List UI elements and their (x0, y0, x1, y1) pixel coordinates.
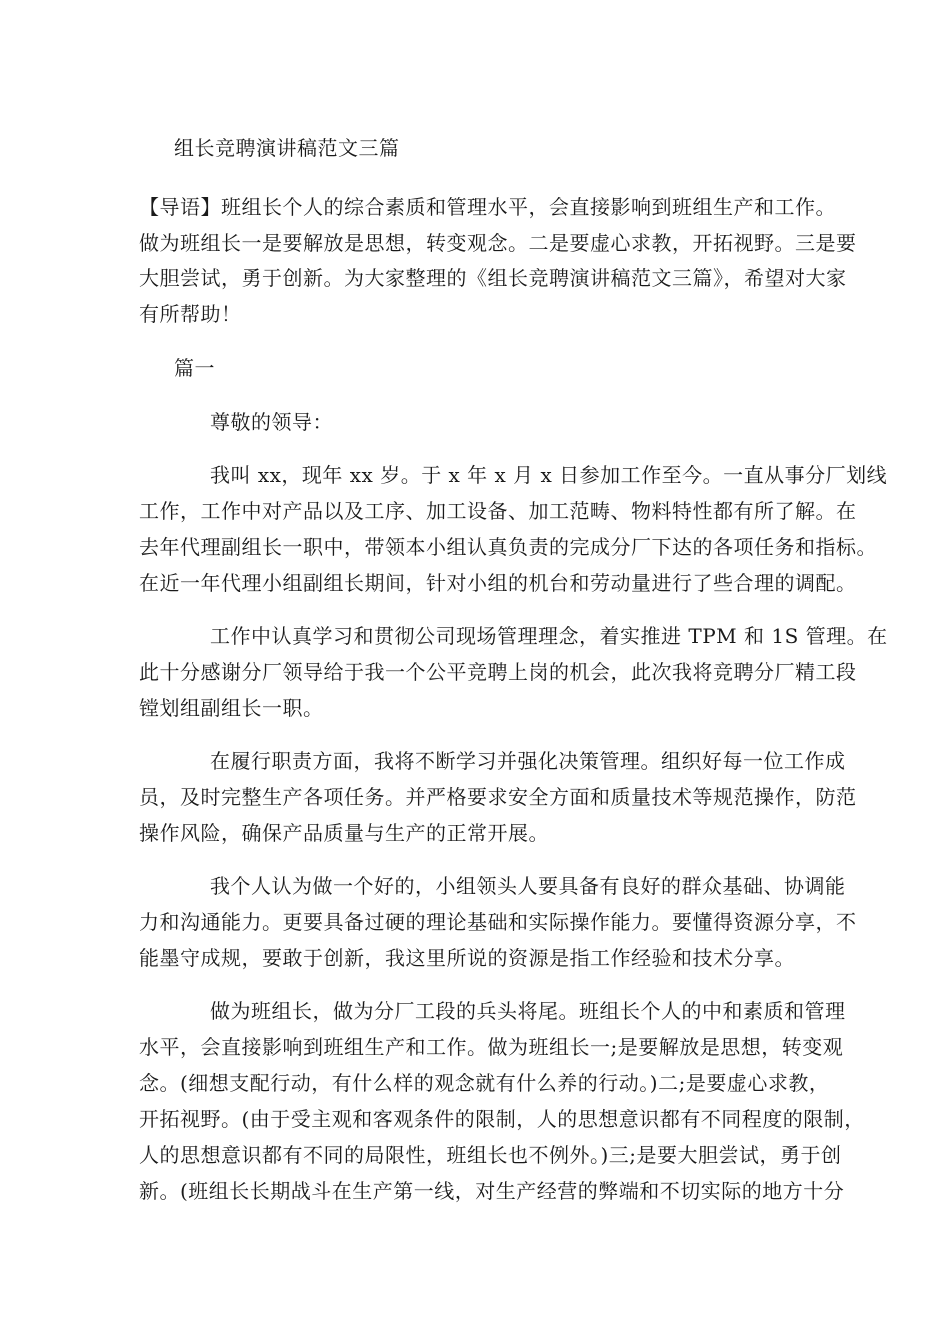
paragraph-line: 操作风险，确保产品质量与生产的正常开展。 (139, 821, 549, 845)
intro-line: 【导语】班组长个人的综合素质和管理水平，会直接影响到班组生产和工作。 (139, 195, 836, 219)
paragraph-line: 开拓视野。(由于受主观和客观条件的限制，人的思想意识都有不同程度的限制， (139, 1107, 865, 1131)
paragraph-line: 工作中认真学习和贯彻公司现场管理理念，着实推进 TPM 和 1S 管理。在 (210, 624, 888, 648)
document-title: 组长竞聘演讲稿范文三篇 (174, 136, 400, 160)
intro-line: 大胆尝试，勇于创新。为大家整理的《组长竞聘演讲稿范文三篇》，希望对大家 (139, 266, 847, 290)
paragraph-line: 新。(班组长长期战斗在生产第一线，对生产经营的弊端和不切实际的地方十分 (139, 1179, 845, 1203)
paragraph-line: 镗划组副组长一职。 (139, 696, 324, 720)
intro-line: 有所帮助！ (139, 302, 242, 326)
paragraph-line: 水平，会直接影响到班组生产和工作。做为班组长一;是要解放是思想，转变观 (139, 1035, 844, 1059)
paragraph-line: 能墨守成规，要敢于创新，我这里所说的资源是指工作经验和技术分享。 (139, 946, 795, 970)
paragraph-line: 念。(细想支配行动，有什么样的观念就有什么养的行动。)二;是要虚心求教， (139, 1071, 830, 1095)
paragraph-line: 在履行职责方面，我将不断学习并强化决策管理。组织好每一位工作成 (210, 749, 846, 773)
paragraph-line: 去年代理副组长一职中，带领本小组认真负责的完成分厂下达的各项任务和指标。 (139, 535, 877, 559)
paragraph-line: 力和沟通能力。更要具备过硬的理论基础和实际操作能力。要懂得资源分享，不 (139, 910, 857, 934)
salutation: 尊敬的领导： (210, 410, 333, 434)
paragraph-line: 我个人认为做一个好的，小组领头人要具备有良好的群众基础、协调能 (210, 874, 846, 898)
intro-line: 做为班组长一是要解放是思想，转变观念。二是要虚心求教，开拓视野。三是要 (139, 231, 857, 255)
paragraph-line: 员，及时完整生产各项任务。并严格要求安全方面和质量技术等规范操作，防范 (139, 785, 857, 809)
paragraph-line: 工作，工作中对产品以及工序、加工设备、加工范畴、物料特性都有所了解。在 (139, 499, 857, 523)
section-heading: 篇一 (174, 356, 215, 380)
paragraph-line: 人的思想意识都有不同的局限性，班组长也不例外。)三;是要大胆尝试，勇于创 (139, 1143, 842, 1167)
paragraph-line: 在近一年代理小组副组长期间，针对小组的机台和劳动量进行了些合理的调配。 (139, 571, 857, 595)
paragraph-line: 此十分感谢分厂领导给于我一个公平竞聘上岗的机会，此次我将竞聘分厂精工段 (139, 660, 857, 684)
paragraph-line: 我叫 xx，现年 xx 岁。于 x 年 x 月 x 日参加工作至今。一直从事分厂划线 (210, 463, 888, 487)
paragraph-line: 做为班组长，做为分厂工段的兵头将尾。班组长个人的中和素质和管理 (210, 999, 846, 1023)
